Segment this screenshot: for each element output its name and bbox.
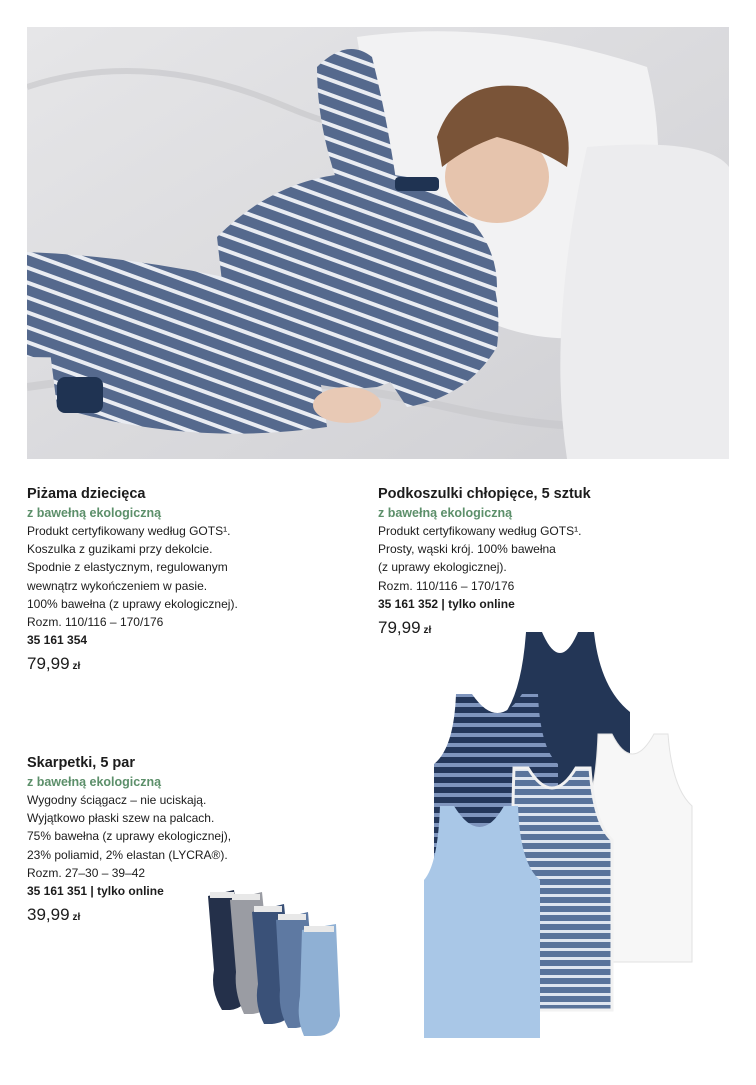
product-sku: 35 161 354 <box>27 633 88 648</box>
description-line: 75% bawełna (z uprawy ekologicznej), <box>27 829 232 844</box>
description-line: (z uprawy ekologicznej). <box>378 560 507 575</box>
price-currency: zł <box>423 625 432 637</box>
price-currency: zł <box>72 912 81 924</box>
price-value: 79,99 <box>378 618 421 638</box>
description-line: Spodnie z elastycznym, regulowanym <box>27 560 228 575</box>
eco-label: z bawełną ekologiczną <box>27 775 162 789</box>
product-title: Podkoszulki chłopięce, 5 sztuk <box>378 486 591 502</box>
size-range: Rozm. 110/116 – 170/176 <box>378 578 515 593</box>
description-line: Koszulka z guzikami przy dekolcie. <box>27 542 213 557</box>
eco-label: z bawełną ekologiczną <box>27 506 162 520</box>
description-line: 23% poliamid, 2% elastan (LYCRA®). <box>27 847 228 862</box>
eco-label: z bawełną ekologiczną <box>378 506 513 520</box>
product-tank-tops <box>378 484 678 642</box>
price-currency: zł <box>72 661 81 673</box>
tank-tops-image <box>418 628 702 1048</box>
sock-light-blue <box>299 924 340 1036</box>
product-price <box>27 653 327 678</box>
price-value: 39,99 <box>27 905 70 925</box>
product-title: Skarpetki, 5 par <box>27 755 135 771</box>
description-line: Produkt certyfikowany według GOTS¹. <box>378 524 582 538</box>
product-sku: 35 161 352 | tylko online <box>378 596 515 611</box>
description-line: wewnątrz wykończeniem w pasie. <box>27 578 208 593</box>
socks-image <box>200 880 350 1040</box>
size-range: Rozm. 27–30 – 39–42 <box>27 865 146 880</box>
description-line: Prosty, wąski krój. 100% bawełna <box>378 542 556 557</box>
product-sku: 35 161 351 | tylko online <box>27 884 164 899</box>
price-value: 79,99 <box>27 654 70 674</box>
description-line: Wygodny ściągacz – nie uciskają. <box>27 793 207 807</box>
size-range: Rozm. 110/116 – 170/176 <box>27 615 164 630</box>
product-title: Piżama dziecięca <box>27 486 146 502</box>
product-pajamas <box>27 484 327 678</box>
description-line: Produkt certyfikowany według GOTS¹. <box>27 524 231 538</box>
description-line: Wyjątkowo płaski szew na palcach. <box>27 811 215 826</box>
description-line: 100% bawełna (z uprawy ekologicznej). <box>27 596 238 611</box>
hero-image <box>27 27 729 459</box>
